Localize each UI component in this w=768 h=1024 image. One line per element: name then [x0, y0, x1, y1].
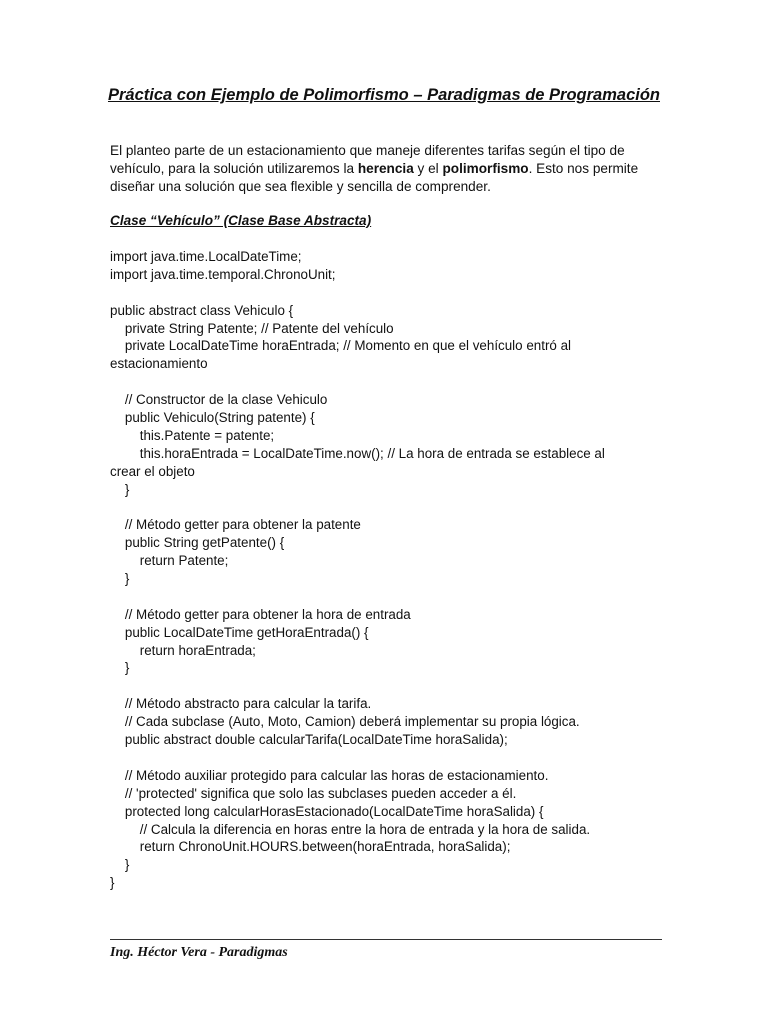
code-line: import java.time.LocalDateTime;: [110, 249, 302, 264]
intro-paragraph: [110, 142, 655, 196]
intro-line-3: diseñar una solución que sea flexible y sencilla de comprender.: [110, 179, 491, 194]
code-line: public String getPatente() {: [110, 535, 285, 551]
code-line: // Método abstracto para calcular la tarifa.: [110, 696, 372, 712]
code-line: }: [110, 481, 130, 497]
code-line: this.Patente = patente;: [110, 427, 275, 443]
code-line: [110, 498, 658, 516]
code-line: return horaEntrada;: [110, 642, 256, 658]
page-footer: Ing. Héctor Vera - Paradigmas: [110, 945, 288, 960]
code-line: // Método getter para obtener la patente: [110, 517, 361, 533]
code-line: private String Patente; // Patente del vehículo: [110, 320, 394, 336]
footer-divider: [110, 939, 662, 940]
code-line: // Método getter para obtener la hora de entrada: [110, 606, 411, 622]
code-line: [110, 284, 658, 302]
section-heading: Clase “Vehículo” (Clase Base Abstracta): [110, 213, 372, 228]
intro-text: y el: [413, 161, 443, 176]
code-line: // Cada subclase (Auto, Moto, Camion) deberá implementar su propia lógica.: [110, 714, 580, 730]
code-line: }: [110, 857, 130, 873]
code-line: public abstract class Vehiculo {: [110, 302, 294, 318]
code-block: [110, 248, 658, 892]
code-line: [110, 373, 658, 391]
code-line: [110, 677, 658, 695]
code-line: protected long calcularHorasEstacionado(LocalDateTime horaSalida) {: [110, 803, 544, 819]
intro-line-2: [110, 160, 655, 178]
code-line: // Constructor de la clase Vehiculo: [110, 392, 328, 408]
code-line: private LocalDateTime horaEntrada; // Momento en que el vehículo entró al: [110, 338, 571, 354]
code-line: [110, 749, 658, 767]
intro-text: . Esto nos permite: [528, 161, 639, 176]
page-title: Práctica con Ejemplo de Polimorfismo – Paradigmas de Programación: [107, 86, 660, 104]
term-herencia: herencia: [357, 161, 414, 176]
code-line: return Patente;: [110, 553, 229, 569]
code-line: }: [110, 875, 115, 891]
intro-text: vehículo, para la solución utilizaremos la: [110, 161, 358, 176]
code-line: public abstract double calcularTarifa(LocalDateTime horaSalida);: [110, 732, 508, 748]
code-line: public LocalDateTime getHoraEntrada() {: [110, 624, 369, 640]
code-line: // 'protected' significa que solo las subclases pueden acceder a él.: [110, 785, 517, 801]
code-line: crear el objeto: [110, 463, 195, 479]
code-line: // Calcula la diferencia en horas entre la hora de entrada y la hora de salida.: [110, 821, 591, 837]
code-line: }: [110, 660, 130, 676]
code-line: import java.time.temporal.ChronoUnit;: [110, 266, 336, 282]
code-line: // Método auxiliar protegido para calcular las horas de estacionamiento.: [110, 767, 549, 783]
code-line: this.horaEntrada = LocalDateTime.now(); // La hora de entrada se establece al: [110, 445, 605, 461]
code-line: public Vehiculo(String patente) {: [110, 410, 315, 426]
term-polimorfismo: polimorfismo: [442, 161, 529, 176]
code-line: return ChronoUnit.HOURS.between(horaEntrada, horaSalida);: [110, 839, 511, 855]
code-line: }: [110, 571, 130, 587]
code-line: [110, 588, 658, 606]
intro-line-1: El planteo parte de un estacionamiento que maneje diferentes tarifas según el tipo de: [110, 143, 625, 158]
code-line: estacionamiento: [110, 356, 208, 372]
